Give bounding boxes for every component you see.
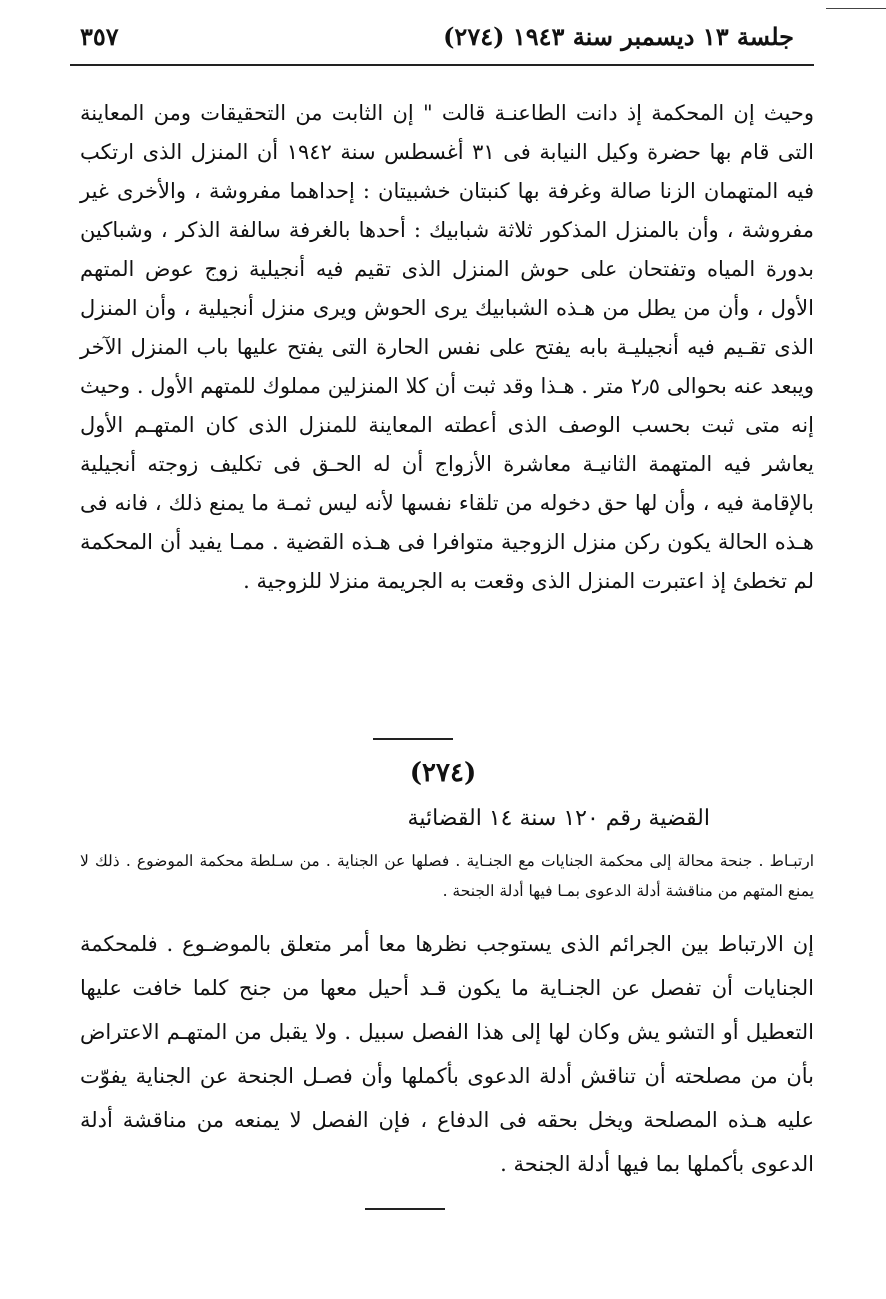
section-divider-top xyxy=(373,738,453,740)
ruling-number: (٢٧٤) xyxy=(409,758,477,788)
ruling-summary: ارتبـاط . جنحة محالة إلى محكمة الجنايات مع الجنـاية . فصلها عن الجناية . من سـلطة محكمة الموضوع . ذلك لا يمنع المتهم من مناقشة أدلة الدعوى بمـا فيها أدلة الجنحة . xyxy=(80,852,814,900)
section-divider-bottom xyxy=(365,1208,445,1210)
page-number: ٣٥٧ xyxy=(80,22,119,51)
header-title: جلسة ١٣ ديسمبر سنة ١٩٤٣ (٢٧٤) xyxy=(443,22,794,51)
case-title: القضية رقم ١٢٠ سنة ١٤ القضائية xyxy=(407,806,710,831)
page-header xyxy=(70,18,794,58)
ruling-paragraph: إن الارتباط بين الجرائم الذى يستوجب نظرها معا أمر متعلق بالموضـوع . فلمحكمة الجنايات أن تفصل عن الجنـاية ما يكون قـد أحيل معها من جنح كلما خافت عليها التعطيل أو التشو يش وكان لها إلى هذا الفصل سبيل . ولا يقبل من المتهـم الاعتراض بأن من مصلحته أن تناقش أدلة الدعوى بأكملها وأن فصـل الجنحة عن الجناية يفوّت عليه هـذه المصلحة ويخل بحقه فى الدفاع ، فإن الفصل لا يمنعه من مناقشة أدلة الدعوى بأكملها بما فيها أدلة الجنحة . xyxy=(80,932,814,1176)
body-paragraph: وحيث إن المحكمة إذ دانت الطاعنـة قالت " إن الثابت من التحقيقات ومن المعاينة التى قام بها حضرة وكيل النيابة فى ٣١ أغسطس سنة ١٩٤٢ أن المنزل الذى ارتكب فيه المتهمان الزنا صالة وغرفة بها كنبتان خشبيتان : إحداهما مفروشة ، والأخرى غير مفروشة ، وأن بالمنزل المذكور ثلاثة شبابيك : أحدها بالغرفة سالفة الذكر ، وشباكين بدورة المياه وتفتحان على حوش المنزل الذى تقيم فيه أنجيلية زوج عوض المتهم الأول ، وأن من يطل من هـذه الشبابيك يرى الحوش ويرى منزل أنجيلية ، وأن المنزل الذى تقـيم فيه أنجيليـة بابه يفتح على نفس الحارة التى يفتح عليها باب المنزل الآخر ويبعد عنه بحوالى ٢٫٥ متر . هـذا وقد ثبت أن كلا المنزلين مملوك للمتهم الأول . وحيث إنه متى ثبت بحسب الوصف الذى أعطته المعاينة للمنزل الذى كان المتهـم الأول يعاشر فيه المتهمة الثانيـة معاشرة الأزواج أن له الحـق فى تكليف زوجته أنجيلية بالإقامة فيه ، وأن لها حق دخوله من تلقاء نفسها لأنه ليس ثمـة ما يمنع ذلك ، فانه فى هـذه الحالة يكون ركن منزل الزوجية متوافرا فى هـذه القضية . ممـا يفيد أن المحكمة لم تخطئ إذ اعتبرت المنزل الذى وقعت به الجريمة منزلا للزوجية . xyxy=(80,101,814,593)
header-divider xyxy=(70,64,814,66)
corner-mark xyxy=(826,8,886,9)
